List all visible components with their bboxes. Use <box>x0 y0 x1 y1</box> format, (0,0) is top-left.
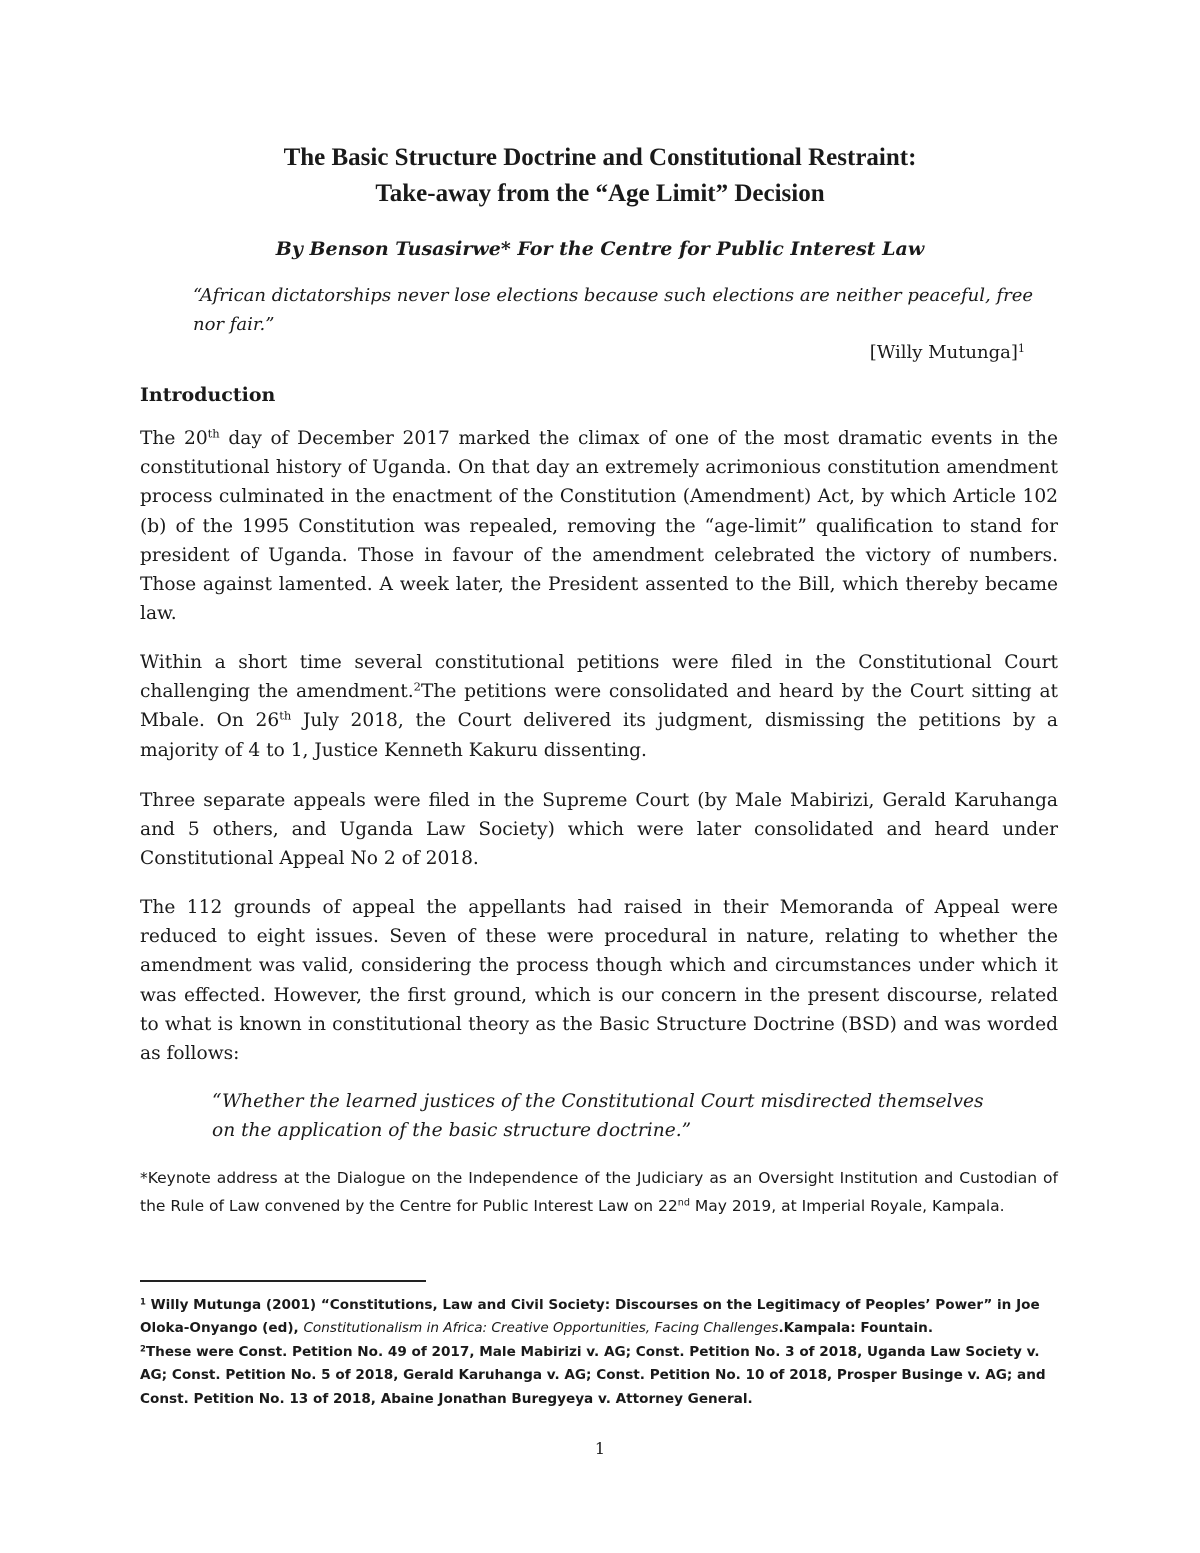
footnote-1-book-title: Constitutionalism in Africa: Creative Opportunities, Facing Challenges <box>303 1320 779 1337</box>
epigraph-quote: “African dictatorships never lose elections because such elections are neither peaceful, free nor fair.” <box>193 285 1034 335</box>
paragraph-4: The 112 grounds of appeal the appellants had raised in their Memoranda of Appeal were reduced to eight issues. Seven of these were procedural in nature, relating to whether the amendment was valid, considering the process though which and circumstances under which it was effected. However, the first ground, which is our concern in the present discourse, related to what is known in constitutional theory as the Basic Structure Doctrine (BSD) and was worded as follows: <box>140 897 1058 1065</box>
section-heading: Introduction <box>140 384 276 406</box>
paragraph-3: Three separate appeals were filed in the Supreme Court (by Male Mabirizi, Gerald Karuhanga and 5 others, and Uganda Law Society) which were later consolidated and heard under Constitutional Appeal No 2 of 2018. <box>140 790 1058 870</box>
document-title <box>140 140 1060 212</box>
epigraph-attribution <box>820 338 1025 367</box>
paragraph-2-start: Within a short time several constitutional petitions were filed in the Constitutional Court challenging the amendment. <box>140 652 1058 703</box>
footnote-1-publisher: .Kampala: Fountain. <box>778 1320 933 1337</box>
page-number: 1 <box>594 1439 606 1458</box>
attribution-text: [Willy Mutunga] <box>869 342 1018 363</box>
block-quote <box>212 1087 1052 1145</box>
footnote-1-number: 1 <box>140 1296 146 1307</box>
paragraph-1-start: The 20 <box>140 428 208 449</box>
keynote-note <box>140 1164 1058 1220</box>
paragraph-1 <box>140 424 1058 628</box>
footnote-1 <box>140 1294 1058 1341</box>
paragraph-2-middle: The petitions were consolidated and heard by the Court sitting at Mbale. On 26 <box>140 681 1059 732</box>
paragraph-1-rest: day of December 2017 marked the climax of one of the most dramatic events in the constitutional history of Uganda. On that day an extremely acrimonious constitution amendment process culminated in the enactment of the Constitution (Amendment) Act, by which Article 102 (b) of the 1995 Constitution was repealed, removing the “age-limit” qualification to stand for president of Uganda. Those in favour of the amendment celebrated the victory of numbers. Those against lamented. A week later, the President assented to the Bill, which thereby became law. <box>140 428 1058 625</box>
footnotes <box>140 1294 1058 1411</box>
footnote-2 <box>140 1341 1058 1411</box>
paragraph-2 <box>140 648 1058 765</box>
ordinal-suffix: th <box>207 426 220 441</box>
title-line-2: Take-away from the “Age Limit” Decision <box>375 180 825 207</box>
block-quote-line-2: on the application of the basic structure doctrine.” <box>212 1120 692 1141</box>
footnote-1-text: Willy Mutunga (2001) “Constitutions, Law and Civil Society: Discourses on the Legitimacy of Peoples’ Power” in Joe Oloka-Onyango (ed), <box>140 1297 1040 1337</box>
title-line-1: The Basic Structure Doctrine and Constitutional Restraint: <box>283 144 917 171</box>
footnote-ref-2[interactable]: 2 <box>413 679 421 694</box>
footnote-2-number: 2 <box>140 1343 146 1354</box>
keynote-text-start: *Keynote address at the Dialogue on the Independence of the Judiciary as an Oversight Institution and Custodian of the Rule of Law convened by the Centre for Public Interest Law on 22 <box>140 1169 1058 1215</box>
keynote-text-end: May 2019, at Imperial Royale, Kampala. <box>689 1197 1005 1215</box>
paragraph-2-end: July 2018, the Court delivered its judgment, dismissing the petitions by a majority of 4 to 1, Justice Kenneth Kakuru dissenting. <box>140 710 1058 761</box>
block-quote-line-1: “Whether the learned justices of the Constitutional Court misdirected themselves <box>212 1091 984 1112</box>
footnote-ref-1[interactable]: 1 <box>1017 341 1025 355</box>
ordinal-suffix: th <box>279 709 292 724</box>
byline: By Benson Tusasirwe* For the Centre for Public Interest Law <box>275 238 925 260</box>
footnote-2-text: These were Const. Petition No. 49 of 2017, Male Mabirizi v. AG; Const. Petition No. 3 of 2018, Uganda Law Society v. AG; Const. Petition No. 5 of 2018, Gerald Karuhanga v. AG; Const. Petition No. 10 of 2018, Prosper Businge v. AG; and Const. Petition No. 13 of 2018, Abaine Jonathan Buregyeya v. Attorney General. <box>140 1343 1046 1407</box>
footnote-divider <box>140 1280 426 1282</box>
ordinal-suffix: nd <box>677 1197 690 1209</box>
